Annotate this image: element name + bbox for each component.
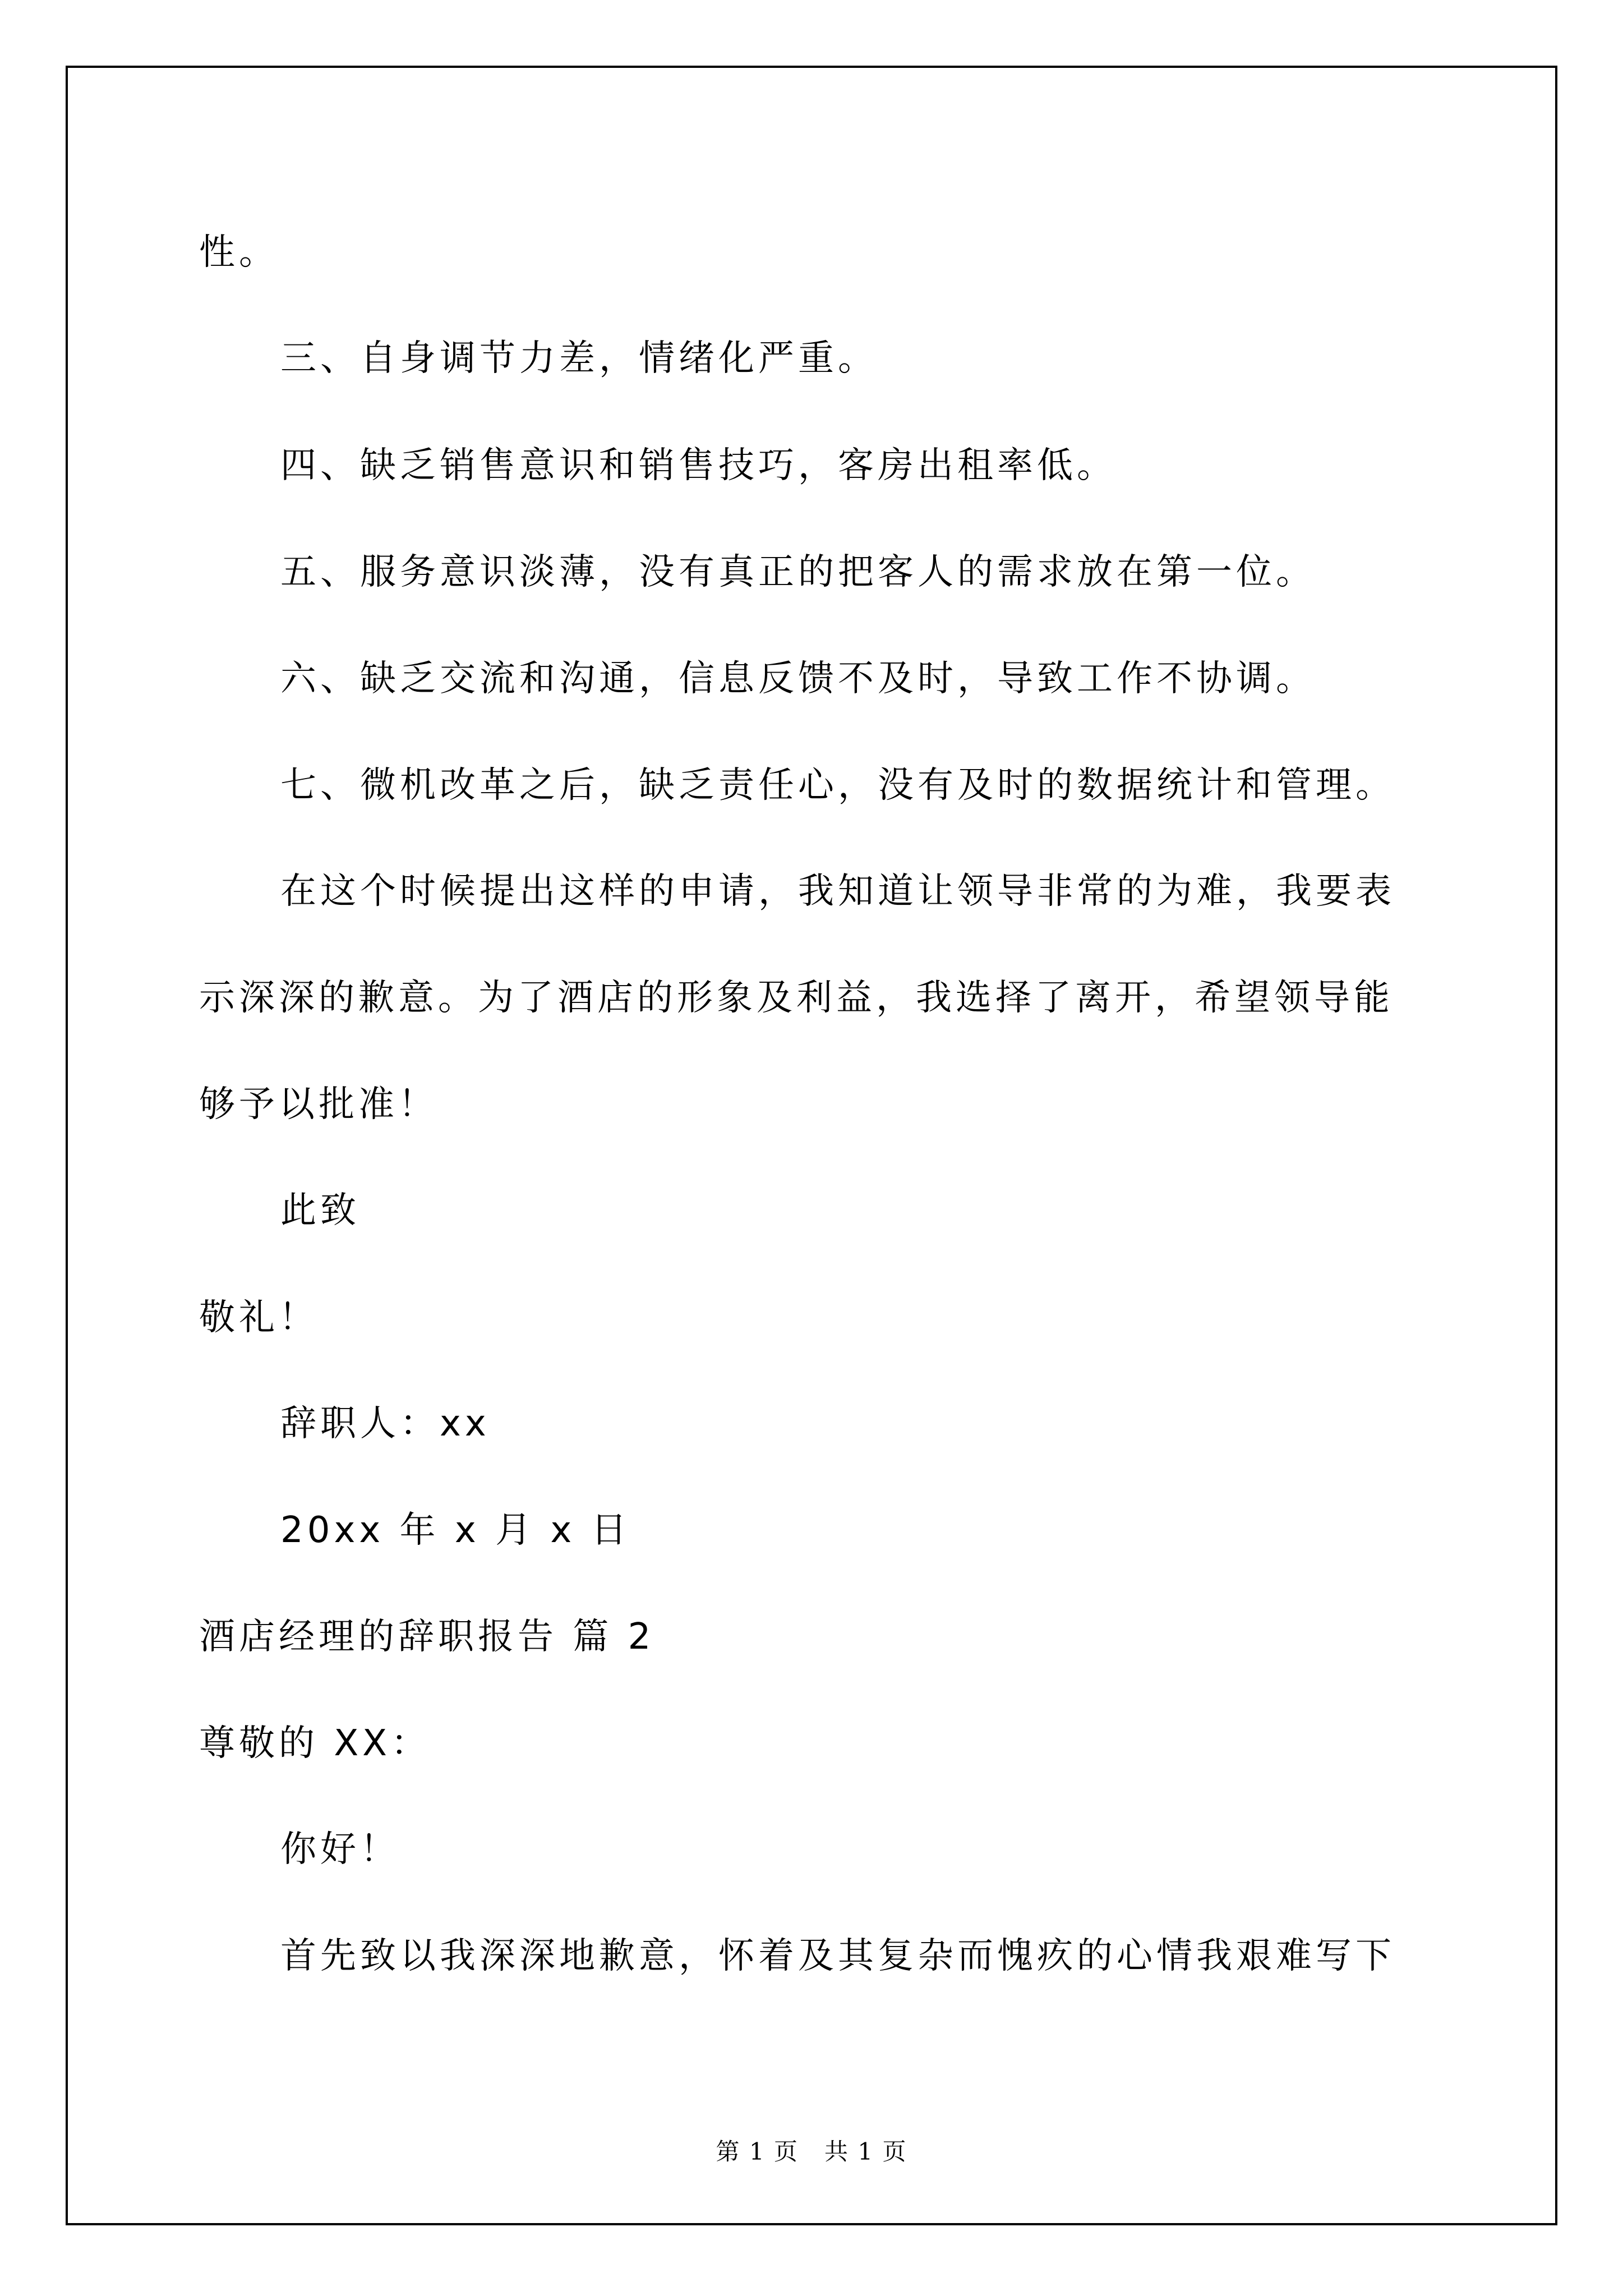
body-line: 性。 xyxy=(199,232,279,273)
page-footer: 第 1 页 共 1 页 xyxy=(716,2138,907,2165)
body-line: 三、自身调节力差，情绪化严重。 xyxy=(280,338,878,379)
page-border xyxy=(66,66,1557,2225)
body-line: 七、微机改革之后，缺乏责任心，没有及时的数据统计和管理。 xyxy=(280,765,1395,806)
body-line: 示深深的歉意。为了酒店的形象及利益，我选择了离开，希望领导能 xyxy=(199,977,1394,1019)
body-line: 在这个时候提出这样的申请，我知道让领导非常的为难，我要表 xyxy=(280,871,1395,912)
date-line: 20xx 年 x 月 x 日 xyxy=(280,1510,631,1551)
body-line: 够予以批准！ xyxy=(199,1084,438,1125)
greeting-line: 你好！ xyxy=(280,1829,400,1870)
signer-line: 辞职人：xx xyxy=(280,1403,490,1444)
salutation-closing: 敬礼！ xyxy=(199,1297,319,1338)
addressee-line: 尊敬的 XX： xyxy=(199,1723,431,1764)
body-line: 首先致以我深深地歉意，怀着及其复杂而愧疚的心情我艰难写下 xyxy=(280,1935,1395,1977)
body-line: 五、服务意识淡薄，没有真正的把客人的需求放在第一位。 xyxy=(280,551,1316,593)
section-title: 酒店经理的辞职报告 篇 2 xyxy=(199,1616,655,1658)
body-line: 六、缺乏交流和沟通，信息反馈不及时，导致工作不协调。 xyxy=(280,658,1316,700)
body-line: 四、缺乏销售意识和销售技巧，客房出租率低。 xyxy=(280,445,1117,486)
closing-phrase: 此致 xyxy=(280,1190,360,1231)
